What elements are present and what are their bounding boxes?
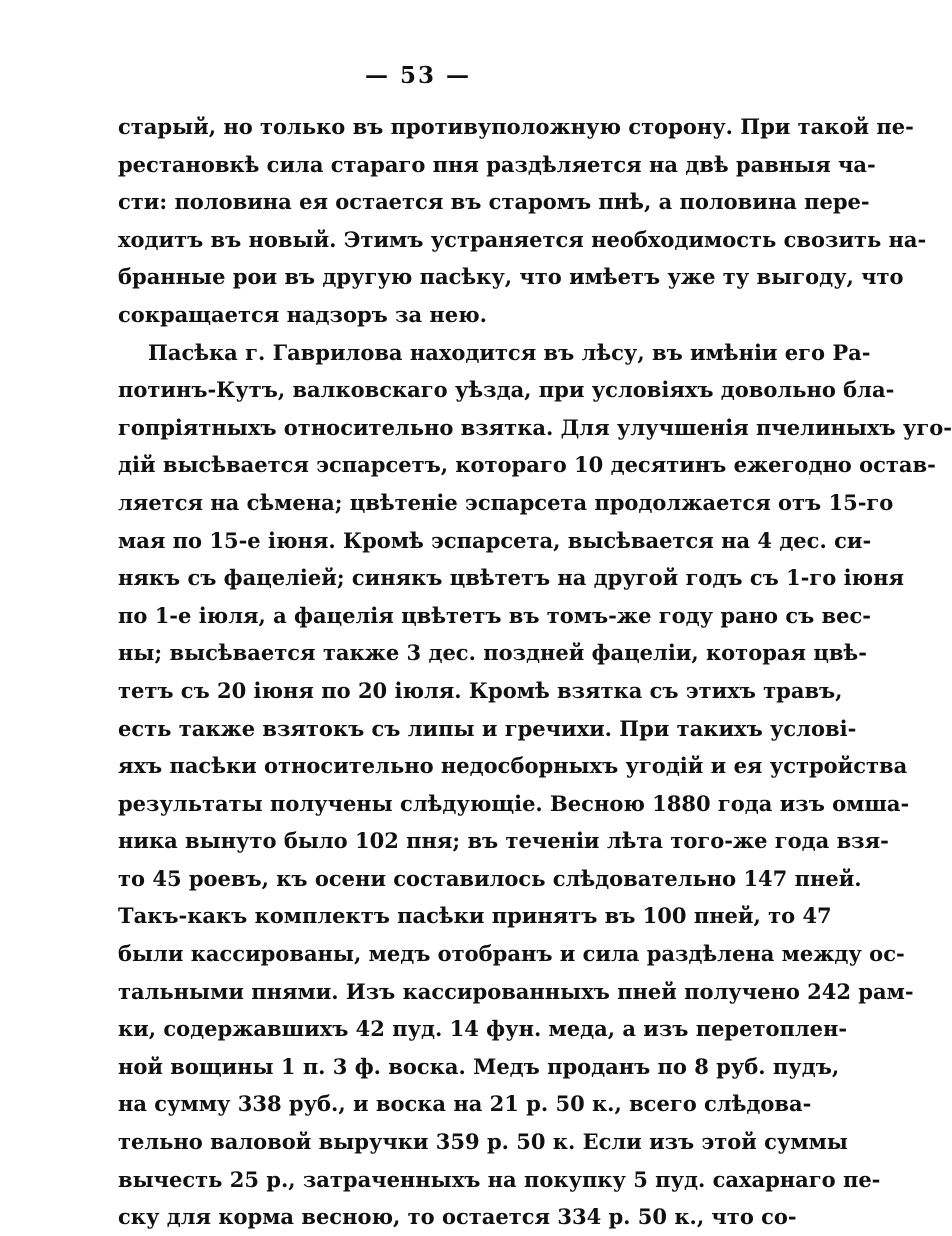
text-line: тальными пнями. Изъ кассированныхъ пней получено 242 рам- (118, 978, 914, 1004)
paragraph-start-line: Пасѣка г. Гаврилова находится въ лѣсу, въ имѣніи его Ра- (148, 339, 871, 365)
text-line: по 1-е іюля, а фацелія цвѣтетъ въ томъ-же году рано съ вес- (118, 602, 872, 628)
text-line: на сумму 338 руб., и воска на 21 р. 50 к., всего слѣдова- (118, 1091, 812, 1117)
text-line: ляется на сѣмена; цвѣтеніе эспарсета продолжается отъ 15-го (118, 489, 894, 515)
text-line: дій высѣвается эспарсетъ, котораго 10 десятинъ ежегодно остав- (118, 452, 936, 478)
text-line: тетъ съ 20 іюня по 20 іюля. Кромѣ взятка съ этихъ травъ, (118, 677, 843, 703)
text-line: старый, но только въ противуположную сторону. При такой пе- (118, 114, 914, 139)
text-line: Такъ-какъ комплектъ пасѣки принятъ въ 100 пней, то 47 (118, 903, 832, 929)
text-line: бранные рои въ другую пасѣку, что имѣетъ уже ту выгоду, что (118, 264, 904, 290)
text-line: потинъ-Кутъ, валковскаго уѣзда, при условіяхъ довольно бла- (118, 377, 895, 403)
text-line: тельно валовой выручки 359 р. 50 к. Если изъ этой суммы (118, 1129, 848, 1155)
text-line: то 45 роевъ, къ осени составилось слѣдовательно 147 пней. (118, 865, 862, 891)
text-line: гопріятныхъ относительно взятка. Для улучшенія пчелиныхъ уго- (118, 414, 952, 440)
text-line: ны; высѣвается также 3 дес. поздней фацеліи, которая цвѣ- (118, 640, 867, 666)
text-line: есть также взятокъ съ липы и гречихи. При такихъ услові- (118, 715, 857, 741)
text-line: вычесть 25 р., затраченныхъ на покупку 5 пуд. сахарнаго пе- (118, 1166, 881, 1192)
text-line: сокращается надзоръ за нею. (118, 301, 487, 327)
text-line: рестановкѣ сила стараго пня раздѣляется на двѣ равныя ча- (118, 151, 876, 177)
text-line: някъ съ фацеліей; синякъ цвѣтетъ на другой годъ съ 1-го іюня (118, 565, 904, 591)
text-line: ной вощины 1 п. 3 ф. воска. Медъ проданъ по 8 руб. пудъ, (118, 1053, 840, 1079)
text-line: яхъ пасѣки относительно недосборныхъ угодій и ея устройства (118, 753, 908, 779)
page-number: — 53 — (364, 62, 472, 89)
body-text (118, 108, 952, 1236)
text-line: результаты получены слѣдующіе. Весною 1880 года изъ омша- (118, 790, 910, 816)
text-line: мая по 15-е іюня. Кромѣ эспарсета, высѣвается на 4 дес. си- (118, 527, 872, 553)
text-line: ки, содержавшихъ 42 пуд. 14 фун. меда, а изъ перетоплен- (118, 1016, 848, 1042)
text-line: ску для корма весною, то остается 334 р. 50 к., что со- (118, 1204, 797, 1230)
text-line: сти: половина ея остается въ старомъ пнѣ, а половина пере- (118, 189, 870, 215)
text-line: были кассированы, медъ отобранъ и сила раздѣлена между ос- (118, 941, 905, 967)
text-line: ходитъ въ новый. Этимъ устраняется необходимость свозить на- (118, 226, 927, 252)
text-line: ника вынуто было 102 пня; въ теченіи лѣта того-же года взя- (118, 828, 889, 854)
